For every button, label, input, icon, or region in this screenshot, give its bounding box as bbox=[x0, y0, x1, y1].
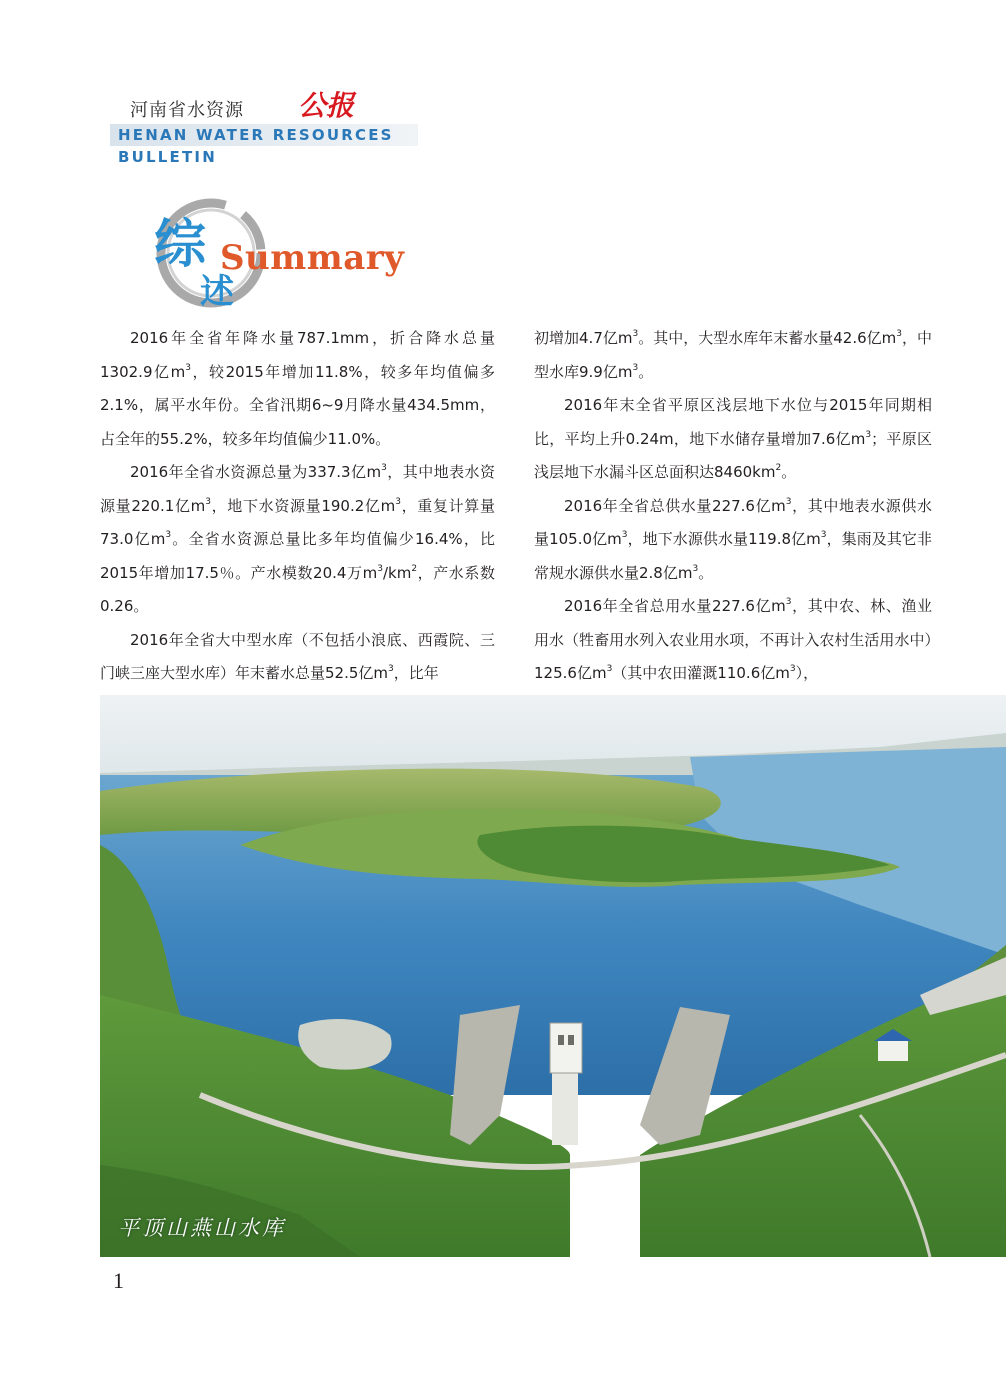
paragraph-text: ，地下水资源量190.2亿m bbox=[210, 496, 396, 515]
paragraph-text: 。 bbox=[638, 362, 654, 381]
unit-superscript: 3 bbox=[692, 563, 699, 574]
paragraph-text: 。 bbox=[698, 563, 714, 582]
paragraph-text: ，其中农、林、渔业用水（牲畜用水列入农业用水项，不再计入农村生活用水中）125.6亿m bbox=[534, 597, 932, 682]
body-paragraph bbox=[534, 590, 932, 691]
header-title-highlight: 公报 bbox=[298, 89, 355, 122]
paragraph-text: ，其中地表水源供水量105.0亿m bbox=[534, 496, 932, 548]
bulletin-header bbox=[110, 88, 430, 166]
unit-superscript: 3 bbox=[896, 329, 902, 339]
unit-superscript: 3 bbox=[865, 429, 872, 440]
paragraph-text: ；平原区浅层地下水漏斗区总面积达8460km bbox=[534, 429, 932, 481]
paragraph-text: （其中农田灌溉110.6亿m bbox=[612, 664, 790, 682]
paragraph-text: 2016年末全省平原区浅层地下水位与2015年同期相比，平均上升0.24m，地下水储存量增加7.6亿m bbox=[534, 396, 932, 448]
unit-superscript: 3 bbox=[381, 463, 387, 473]
unit-superscript: 3 bbox=[165, 530, 172, 540]
body-paragraph bbox=[100, 456, 495, 624]
body-paragraph bbox=[534, 389, 932, 490]
header-title-en: HENAN WATER RESOURCES BULLETIN bbox=[110, 124, 418, 146]
paragraph-text: ，其中地表水资源量220.1亿m bbox=[100, 463, 495, 515]
paragraph-text: 2016年全省年降水量787.1mm，折合降水总量1302.9亿m bbox=[100, 329, 495, 381]
page-number: 1 bbox=[113, 1268, 124, 1293]
paragraph-text: ，产水系数0.26。 bbox=[100, 563, 495, 615]
body-paragraph bbox=[534, 322, 932, 389]
header-title-cn: 河南省水资源 bbox=[130, 100, 244, 121]
paragraph-text: 。 bbox=[781, 463, 797, 481]
unit-superscript: 3 bbox=[185, 362, 191, 373]
paragraph-text: 。全省水资源总量比多年均值偏少16.4%，比2015年增加17.5％。产水模数20.4万m bbox=[100, 530, 495, 582]
paragraph-text: 初增加4.7亿m bbox=[534, 329, 633, 347]
unit-superscript: 3 bbox=[785, 496, 792, 507]
unit-superscript: 3 bbox=[632, 362, 639, 373]
section-title-cn-2: 述 bbox=[200, 272, 234, 312]
photo-caption: 平顶山燕山水库 bbox=[118, 1216, 286, 1240]
paragraph-text: ，比年 bbox=[393, 664, 439, 682]
paragraph-text: 2016年全省总用水量227.6亿m bbox=[564, 597, 786, 615]
paragraph-text: ，地下水源供水量119.8亿m bbox=[627, 530, 821, 548]
section-heading bbox=[150, 190, 410, 320]
paragraph-text: 2016年全省总供水量227.6亿m bbox=[564, 496, 786, 515]
unit-superscript: 3 bbox=[205, 496, 211, 507]
paragraph-text: ，较2015年增加11.8%，较多年均值偏多2.1%，属平水年份。全省汛期6~9月降水量434.5mm，占全年的55.2%，较多年均值偏少11.0%。 bbox=[100, 362, 495, 448]
unit-superscript: 3 bbox=[388, 664, 394, 674]
unit-superscript: 3 bbox=[785, 597, 792, 607]
unit-superscript: 3 bbox=[820, 530, 827, 540]
unit-superscript: 2 bbox=[775, 463, 782, 473]
paragraph-text: ，中型水库9.9亿m bbox=[534, 329, 933, 381]
section-title-cn-1: 综 bbox=[154, 214, 207, 275]
body-paragraph bbox=[534, 490, 932, 591]
right-text-column bbox=[534, 322, 932, 691]
paragraph-text: 2016年全省大中型水库（不包括小浪底、西霞院、三门峡三座大型水库）年末蓄水总量52.5亿m bbox=[100, 630, 495, 682]
left-text-column bbox=[100, 322, 495, 691]
unit-superscript: 3 bbox=[621, 530, 628, 540]
paragraph-text: 2016年全省水资源总量为337.3亿m bbox=[130, 463, 382, 481]
reservoir-photo bbox=[100, 695, 1006, 1257]
section-title-en: Summary bbox=[220, 238, 405, 278]
unit-superscript: 3 bbox=[377, 563, 383, 574]
paragraph-text: ，重复计算量73.0亿m bbox=[100, 496, 495, 548]
unit-superscript: 2 bbox=[411, 563, 418, 574]
paragraph-text: /km bbox=[382, 563, 412, 582]
paragraph-text: 。其中，大型水库年末蓄水量42.6亿m bbox=[638, 329, 897, 347]
body-paragraph bbox=[100, 624, 495, 691]
unit-superscript: 3 bbox=[395, 496, 401, 507]
unit-superscript: 3 bbox=[632, 329, 639, 339]
unit-superscript: 3 bbox=[789, 664, 796, 674]
unit-superscript: 3 bbox=[606, 664, 613, 674]
body-paragraph bbox=[100, 322, 495, 456]
reservoir-illustration bbox=[100, 695, 1006, 1257]
paragraph-text: ，集雨及其它非常规水源供水量2.8亿m bbox=[534, 530, 932, 582]
paragraph-text: ）， bbox=[795, 664, 819, 682]
